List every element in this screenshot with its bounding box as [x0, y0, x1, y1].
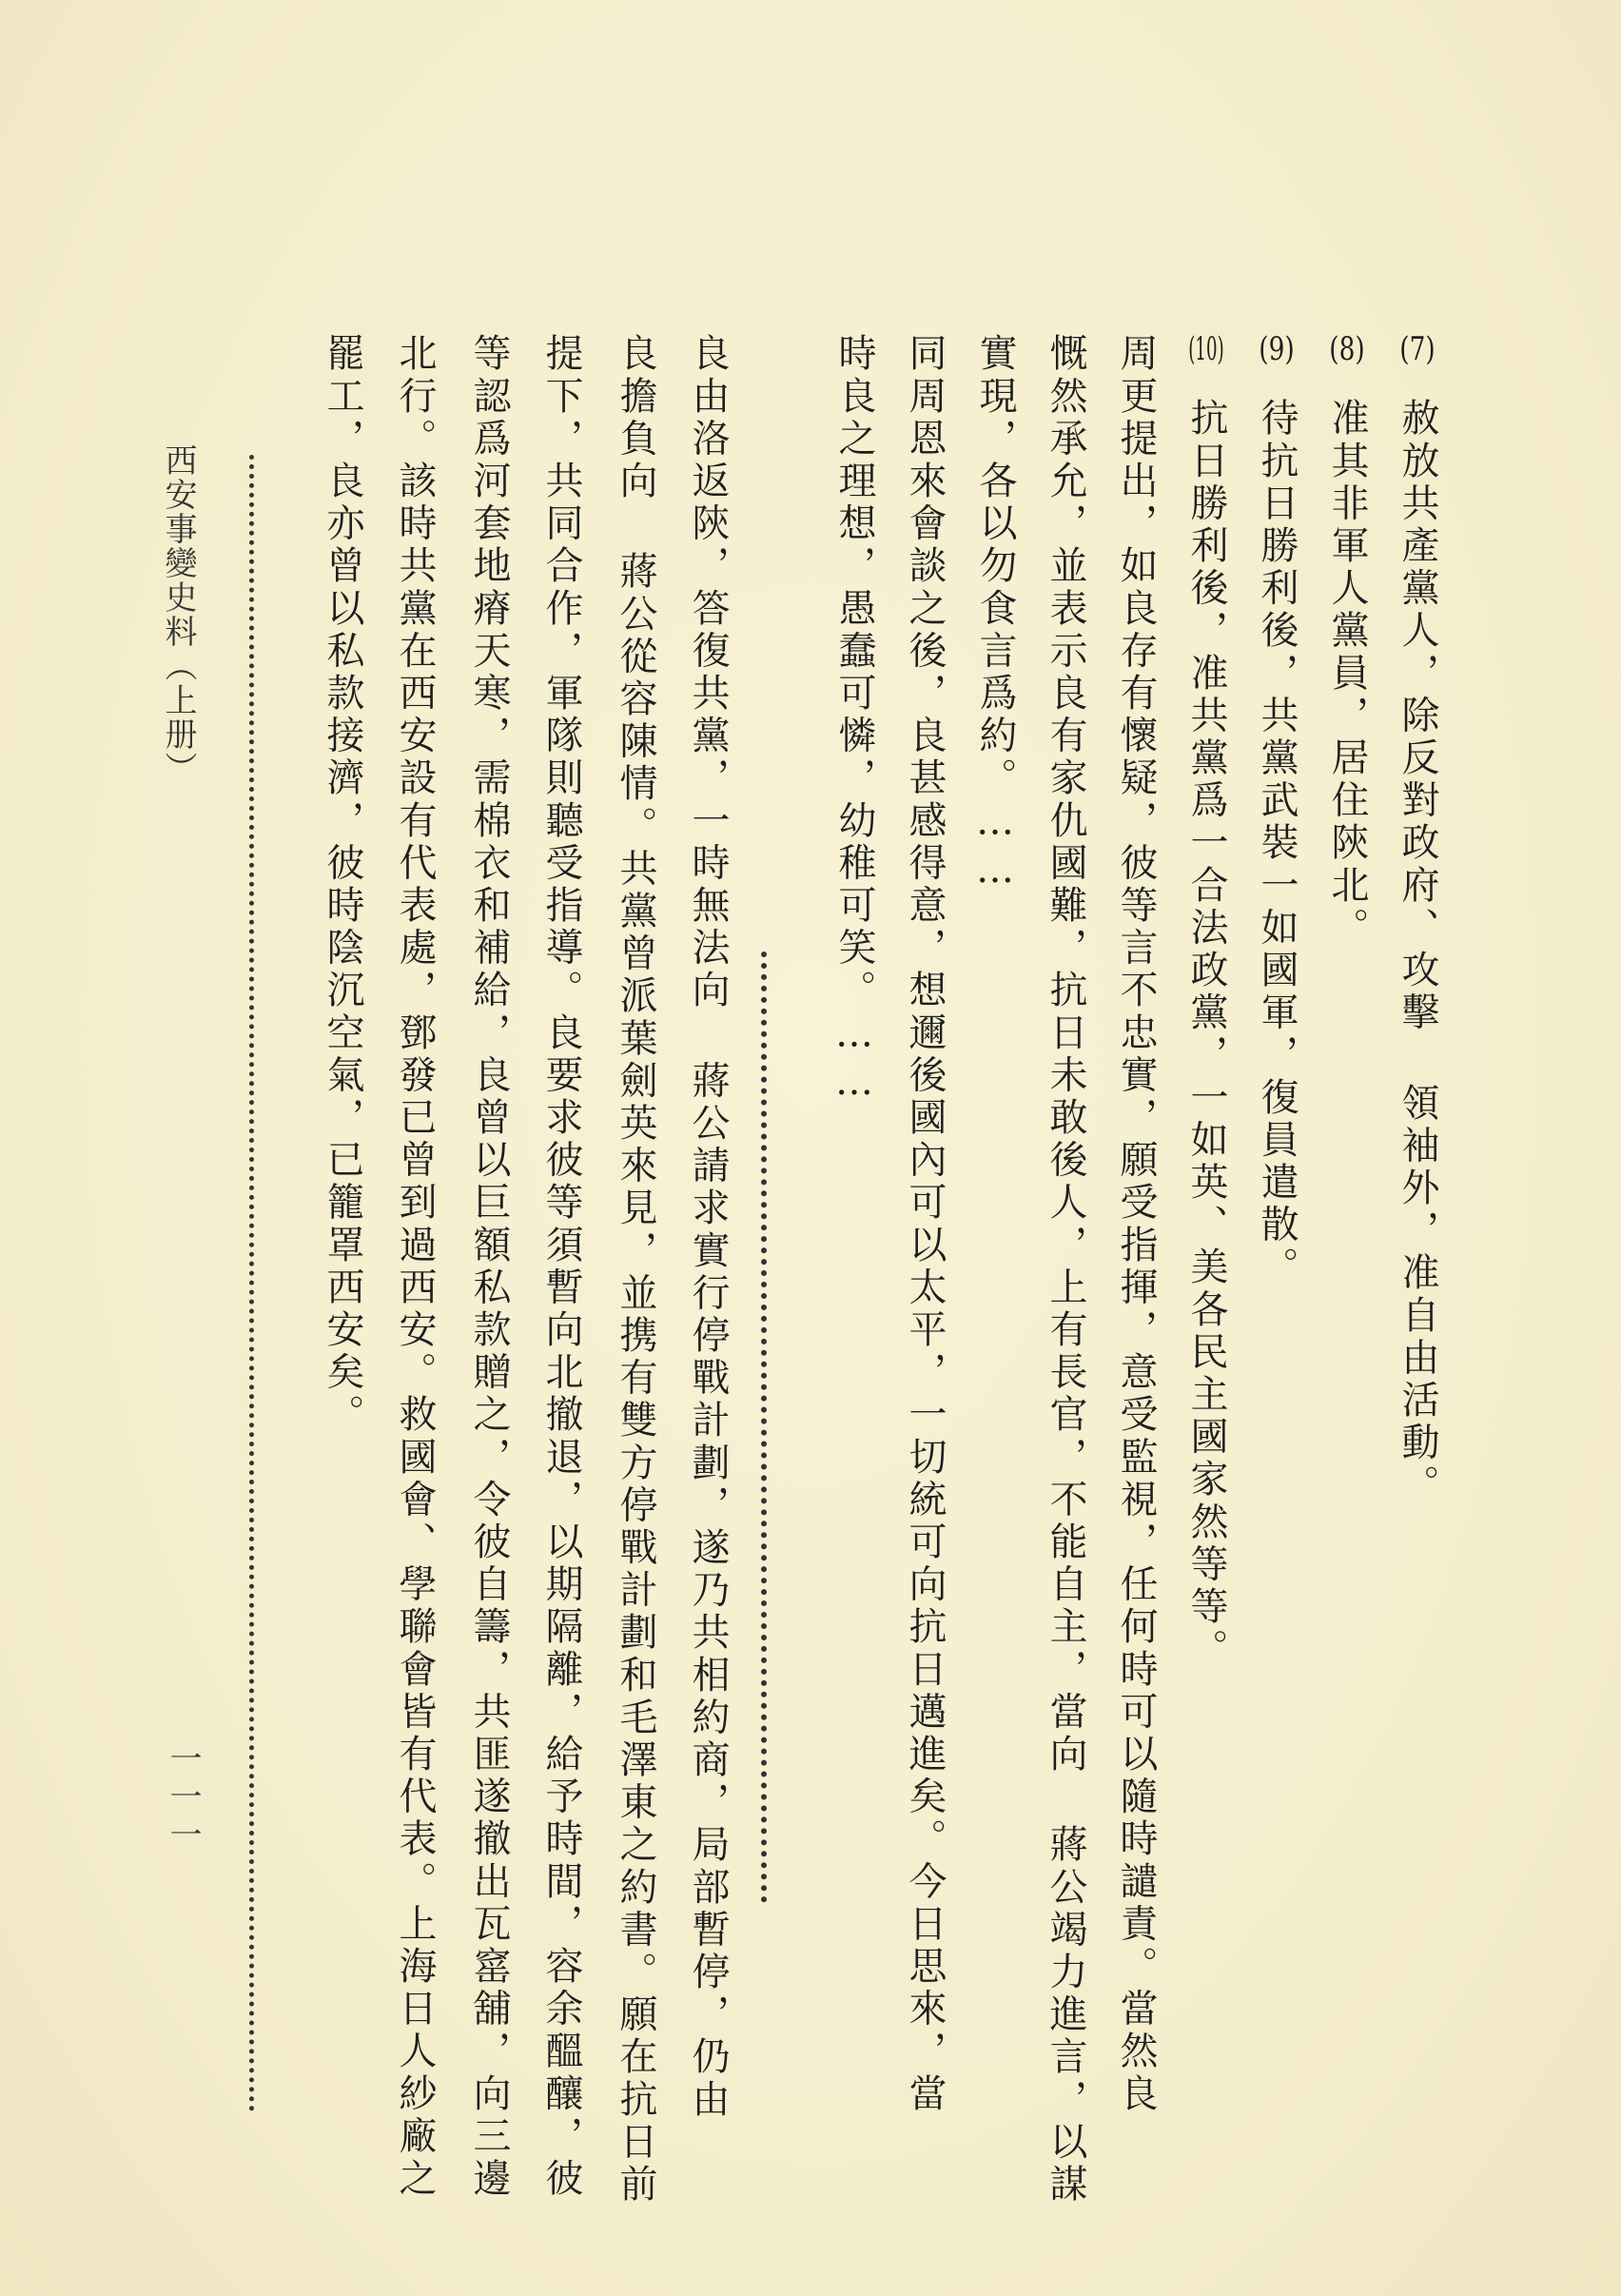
paragraph-1-line-3: 實現，各以勿食言爲約。…… [973, 333, 1017, 896]
list-item-7 [1389, 333, 1446, 1507]
paragraph-1-line-5: 時良之理想，愚蠢可憐，幼稚可笑。…… [832, 333, 876, 1109]
list-marker: (9) [1259, 333, 1295, 365]
running-title: 西安事變史料（上册） [159, 443, 197, 786]
list-item-text: 待抗日勝利後，共黨武裝一如國軍，復員遣散。 [1255, 398, 1299, 1289]
list-marker: (10) [1188, 333, 1224, 365]
paragraph-2-line-6: 罷工，良亦曾以私款接濟，彼時陰沉空氣，已籠罩西安矣。 [321, 333, 364, 1437]
list-item-9 [1248, 333, 1305, 1289]
paragraph-1-line-2: 慨然承允，並表示良有家仇國難，抗日未敢後人，上有長官，不能自主，當向 蔣公竭力進言，以謀 [1044, 333, 1087, 2207]
list-item-8 [1318, 333, 1376, 950]
list-item-text: 抗日勝利後，准共黨爲一合法政黨，一如英、美各民主國家然等等。 [1184, 398, 1228, 1671]
paragraph-2-line-4: 等認爲河套地瘠天寒，需棉衣和補給，良曾以巨額私款贈之，令彼自籌，共匪遂撤出瓦窰舖，向三邊 [467, 333, 511, 2201]
dotted-separator [761, 952, 767, 1903]
list-item-10 [1178, 333, 1235, 1671]
paragraph-2-line-2: 良擔負向 蔣公從容陳情。共黨曾派葉劍英來見，並携有雙方停戰計劃和毛澤東之約書。願在抗日前 [614, 333, 657, 2207]
page-number: 一一一 [164, 1741, 202, 1855]
paragraph-2-line-1: 良由洛返陝，答復共黨，一時無法向 蔣公請求實行停戰計劃，遂乃共相約商，局部暫停，仍由 [686, 333, 730, 2122]
paragraph-2-line-5: 北行。該時共黨在西安設有代表處，鄧發已曾到過西安。救國會、學聯會皆有代表。上海日人紗廠之 [393, 333, 437, 2201]
paragraph-2-line-3: 提下，共同合作，軍隊則聽受指導。良要求彼等須暫向北撤退，以期隔離，給予時間，容余醞釀，彼 [539, 333, 583, 2201]
paragraph-1-line-4: 同周恩來會談之後，良甚感得意，想邇後國內可以太平，一切統可向抗日邁進矣。今日思來，當 [903, 333, 947, 2116]
list-marker: (7) [1399, 333, 1435, 365]
list-marker: (8) [1329, 333, 1365, 365]
list-item-text: 准其非軍人黨員，居住陝北。 [1325, 398, 1369, 950]
list-item-text: 赦放共產黨人，除反對政府、攻擊 領袖外，准自由活動。 [1396, 398, 1439, 1507]
footer-dotted-rule [249, 455, 254, 2112]
paragraph-1-line-1: 周更提出，如良存有懷疑，彼等言不忠實，願受指揮，意受監視，任何時可以隨時譴責。當然良 [1114, 333, 1158, 2116]
